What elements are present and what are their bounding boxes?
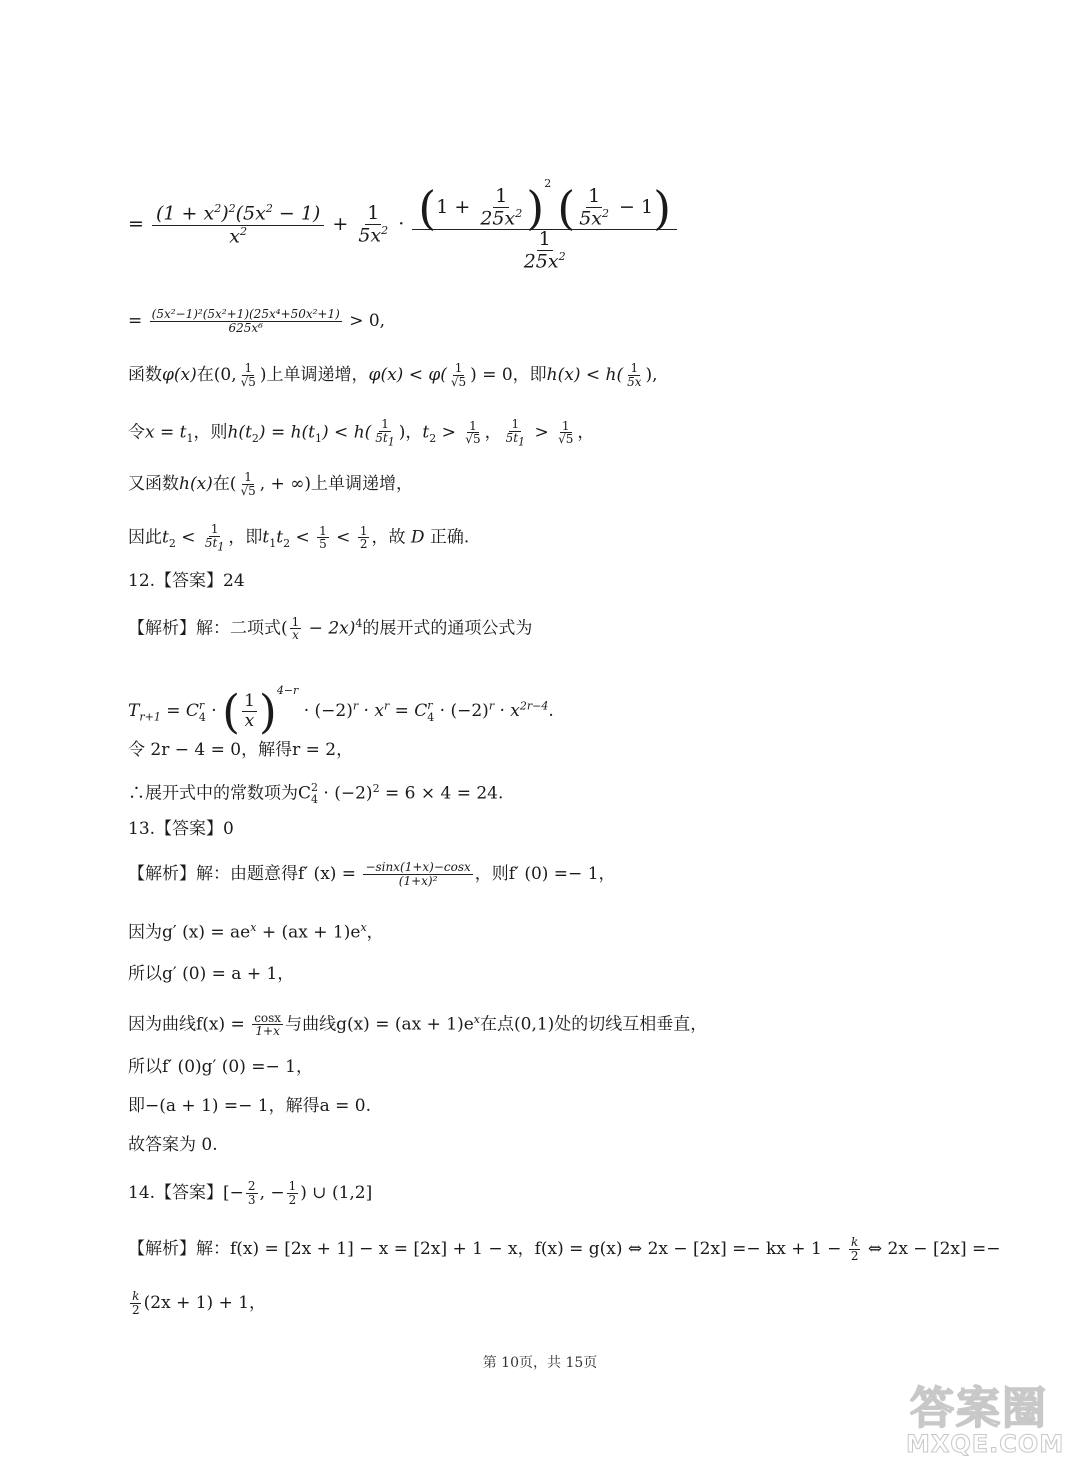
- analysis-line-13: [128, 861, 616, 888]
- combination-indices: r 4: [198, 698, 206, 724]
- text-line-16: [128, 1009, 707, 1039]
- answer-heading-14: [128, 1180, 372, 1207]
- analysis-line-12: [128, 613, 532, 643]
- text-line-6: [128, 523, 469, 555]
- fraction-1-5x: $\frac{1}{5x}$: [627, 361, 642, 389]
- fraction-1-2: $\frac{1}{2}$: [359, 523, 368, 552]
- watermark-logo: [900, 1372, 1070, 1460]
- text-segment: ⇔ 2x − [2x] =−: [862, 1238, 1001, 1259]
- text-line-3: [128, 362, 658, 389]
- fraction-1-sqrt5: $\frac{1}{√5}$: [240, 361, 256, 389]
- text-segment: 正确.: [424, 527, 470, 548]
- right-paren: ): [526, 181, 545, 235]
- text-segment: 又函数: [128, 473, 179, 494]
- left-paren-2: (: [557, 181, 576, 235]
- fraction-1-25x2-den: $\frac{1}{25x^2}$: [523, 228, 566, 273]
- text-line-14: [128, 917, 384, 944]
- text-line-11: [128, 778, 503, 806]
- equation-line-2: [128, 308, 385, 335]
- text-segment: ∴展开式中的常数项为C: [128, 783, 312, 804]
- superscript: 4: [355, 617, 363, 630]
- fraction-1-x: $\frac{1}{x}$: [291, 614, 300, 643]
- numerator-1: 1: [367, 202, 380, 225]
- math-segment: <: [290, 527, 316, 548]
- text-segment: 故答案为 0.: [128, 1135, 218, 1155]
- math-segment: D: [410, 527, 425, 548]
- text-segment: 【解析】解：二项式(: [128, 618, 288, 639]
- superscript: r: [488, 699, 495, 713]
- subscript: 2: [168, 536, 176, 550]
- text-segment: ，: [484, 422, 502, 443]
- equals-sign: =: [128, 213, 144, 236]
- combination-indices: 2 4: [311, 781, 319, 807]
- text-segment: 14.【答案】[−: [128, 1182, 244, 1203]
- denominator: $x^2$: [229, 224, 247, 247]
- text-line-5: [128, 471, 413, 498]
- math-segment: <: [175, 527, 201, 548]
- math-segment: h(x): [179, 473, 213, 494]
- equation-line-1: [128, 178, 679, 272]
- math-segment: <: [330, 527, 356, 548]
- text-segment: 即−(a + 1) =− 1，解得a = 0.: [128, 1096, 372, 1116]
- general-term-line: [128, 680, 554, 739]
- text-segment: 【解析】解：由题意得f′ (x) =: [128, 863, 362, 884]
- fraction-1-5x2: [356, 204, 390, 246]
- plus-sign: +: [332, 213, 349, 236]
- superscript: x: [360, 921, 367, 934]
- fraction-1-sqrt5: $\frac{1}{√5}$: [240, 470, 256, 498]
- text-segment: ，: [366, 922, 384, 943]
- text-segment: ，则f′ (0) =− 1，: [474, 863, 616, 884]
- text-segment: , −: [259, 1182, 285, 1203]
- watermark-site: MXQE.COM: [906, 1430, 1065, 1458]
- text-segment: 12.【答案】24: [128, 571, 245, 591]
- math-segment: φ(x) < φ(: [368, 364, 447, 385]
- answer-heading-13: [128, 818, 234, 840]
- math-segment: t: [422, 422, 430, 443]
- superscript: r: [352, 699, 359, 713]
- subscript: 1: [269, 536, 277, 550]
- complex-denominator: [518, 230, 572, 272]
- text-segment: ) ∪ (1,2]: [300, 1182, 373, 1203]
- math-segment: h(x) < h(: [546, 364, 624, 385]
- fraction-1-5x2-b: $\frac{1}{5x^2}$: [579, 184, 610, 230]
- text-segment: , + ∞)上单调递增，: [259, 473, 413, 494]
- text-line-15: [128, 963, 294, 985]
- text-line-22: [128, 1290, 266, 1317]
- text-segment: 的展开式的通项公式为: [362, 618, 533, 639]
- math-segment: t: [262, 527, 270, 548]
- analysis-line-14: [128, 1236, 1001, 1263]
- fraction-1-5t1: $\frac{1}{5t_1}$: [375, 417, 395, 448]
- fraction-cosx: $\frac{\cos x}{1+x}$: [254, 1010, 282, 1039]
- superscript: 4−r: [276, 684, 299, 697]
- text-segment: )，: [398, 422, 423, 443]
- math-segment: t: [162, 527, 169, 548]
- math-segment: · (−2): [303, 701, 353, 721]
- page-footer: 第 10页，共 15页: [482, 1355, 598, 1371]
- text-segment: 【解析】解：f(x) = [2x + 1] − x = [2x] + 1 − x，f(x) = g(x) ⇔ 2x − [2x] =− kx + 1 −: [128, 1238, 847, 1259]
- text-line-19: [128, 1134, 218, 1156]
- text-segment: 函数: [128, 364, 162, 385]
- text-segment: ) = 0，即: [470, 364, 547, 385]
- fraction-1-sqrt5: $\frac{1}{√5}$: [465, 418, 481, 447]
- denominator-5x2: $5x^2$: [358, 223, 389, 247]
- text-segment: 令 2r − 4 = 0，解得r = 2，: [128, 740, 354, 760]
- numerator: $(1 + x^2)^2(5x^2 - 1)$: [152, 203, 324, 225]
- derivative-fraction: $\frac{-\sin x(1+x)-\cos x}{\text{(1+x)²}}$: [365, 860, 471, 888]
- numerator-line-2: (5x²−1)²(5x²+1)(25x⁴+50x²+1): [151, 307, 340, 321]
- subscript: 2: [283, 536, 291, 550]
- superscript: r: [383, 699, 390, 713]
- combination-indices: r 4: [427, 698, 435, 724]
- text-segment: 因为g′ (x) = ae: [128, 922, 251, 943]
- text-segment: + (ax + 1)e: [256, 922, 361, 943]
- text-segment: 因为曲线f(x) =: [128, 1014, 251, 1035]
- text-segment: ，故: [371, 527, 411, 548]
- left-paren: (: [222, 684, 241, 739]
- text-segment: 所以g′ (0) = a + 1，: [128, 964, 295, 984]
- fraction-1-5: $\frac{1}{5}$: [319, 523, 327, 552]
- right-paren: ): [258, 684, 277, 739]
- math-segment: >: [529, 422, 555, 443]
- fraction-1-25x2: $\frac{1}{25x^2}$: [480, 184, 523, 230]
- text-line-10: [128, 739, 353, 761]
- superscript: 2r−4: [519, 699, 549, 713]
- fraction-k-2: $\frac{k}{2}$: [132, 1289, 140, 1317]
- fraction-k-2: $\frac{k}{2}$: [850, 1235, 859, 1263]
- answer-heading-12: [128, 570, 245, 592]
- text-segment: ),: [645, 364, 658, 385]
- fraction-2-3: $\frac{2}{3}$: [247, 1179, 256, 1207]
- fraction-complex: [412, 178, 677, 272]
- math-segment: = C: [160, 701, 199, 721]
- text-line-17: [128, 1056, 313, 1078]
- text-segment: 在点(0,1)处的切线互相垂直，: [480, 1014, 708, 1035]
- fraction-line-2: [150, 308, 342, 335]
- subscript: 1: [186, 431, 194, 445]
- math-segment: = 6 × 4 = 24.: [379, 783, 504, 804]
- math-segment: t: [276, 527, 284, 548]
- text-segment: .: [548, 701, 554, 721]
- subscript: 1: [315, 431, 323, 445]
- math-segment: ) < h(: [322, 422, 372, 443]
- math-segment: ) = h(t: [258, 422, 316, 443]
- math-phi: φ(x): [162, 364, 197, 385]
- math-segment: · (−2): [318, 783, 373, 804]
- text-segment: 在(0,: [196, 364, 237, 385]
- text-segment: 与曲线g(x) = (ax + 1)e: [285, 1014, 474, 1035]
- text-segment: ，则: [193, 422, 228, 443]
- math-segment: >: [436, 422, 462, 443]
- right-paren-2: ): [653, 181, 672, 235]
- fraction-1-5t1: $\frac{1}{5t_1}$: [204, 522, 225, 553]
- math-segment: · x: [494, 701, 520, 721]
- denominator-line-2: 625x⁶: [228, 320, 263, 335]
- subscript: r+1: [139, 710, 161, 724]
- math-segment: · x: [358, 701, 384, 721]
- text-line-4: [128, 418, 594, 450]
- math-segment: x = t: [145, 422, 187, 443]
- fraction-1-sqrt5: $\frac{1}{√5}$: [558, 418, 574, 447]
- text-segment: 在(: [212, 473, 237, 494]
- equals-sign-2: =: [128, 310, 143, 331]
- text-segment: 所以f′ (0)g′ (0) =− 1，: [128, 1057, 313, 1077]
- text-segment: 因此: [128, 527, 162, 548]
- math-segment: − 2x): [303, 618, 356, 639]
- text-segment: (2x + 1) + 1，: [143, 1292, 267, 1313]
- math-segment: = C: [389, 701, 428, 721]
- dot-operator: ·: [398, 213, 405, 236]
- subscript: 2: [251, 431, 259, 445]
- dot-operator: ·: [211, 701, 217, 721]
- fraction-main: [152, 203, 324, 246]
- fraction-1-x-large: $\frac{1}{x}$: [244, 690, 255, 731]
- fraction-1-5t1: $\frac{1}{5t_1}$: [505, 417, 526, 448]
- superscript: x: [473, 1013, 480, 1026]
- fraction-1-2: $\frac{1}{2}$: [288, 1179, 297, 1207]
- subscript: 2: [429, 431, 437, 445]
- text-segment: 令: [128, 422, 145, 443]
- text-segment: 13.【答案】0: [128, 819, 234, 839]
- math-segment: · (−2): [434, 701, 489, 721]
- inequality-tail: > 0,: [349, 310, 386, 331]
- superscript: x: [250, 921, 257, 934]
- fraction-1-sqrt5: $\frac{1}{√5}$: [450, 361, 467, 389]
- left-paren: (: [418, 181, 437, 235]
- complex-numerator: (1 + $\frac{1}{25x^2}$ )$^2$ ( $\frac{1}{5x^2}$ − 1): [412, 178, 677, 230]
- math-segment: h(t: [227, 422, 252, 443]
- math-segment: T: [128, 701, 140, 721]
- text-line-18: [128, 1095, 371, 1117]
- watermark-text: 答案圈: [910, 1383, 1048, 1434]
- superscript: 2: [372, 782, 380, 795]
- text-segment: ，即: [228, 527, 263, 548]
- text-segment: ，: [577, 422, 595, 443]
- text-segment: )上单调递增，: [259, 364, 369, 385]
